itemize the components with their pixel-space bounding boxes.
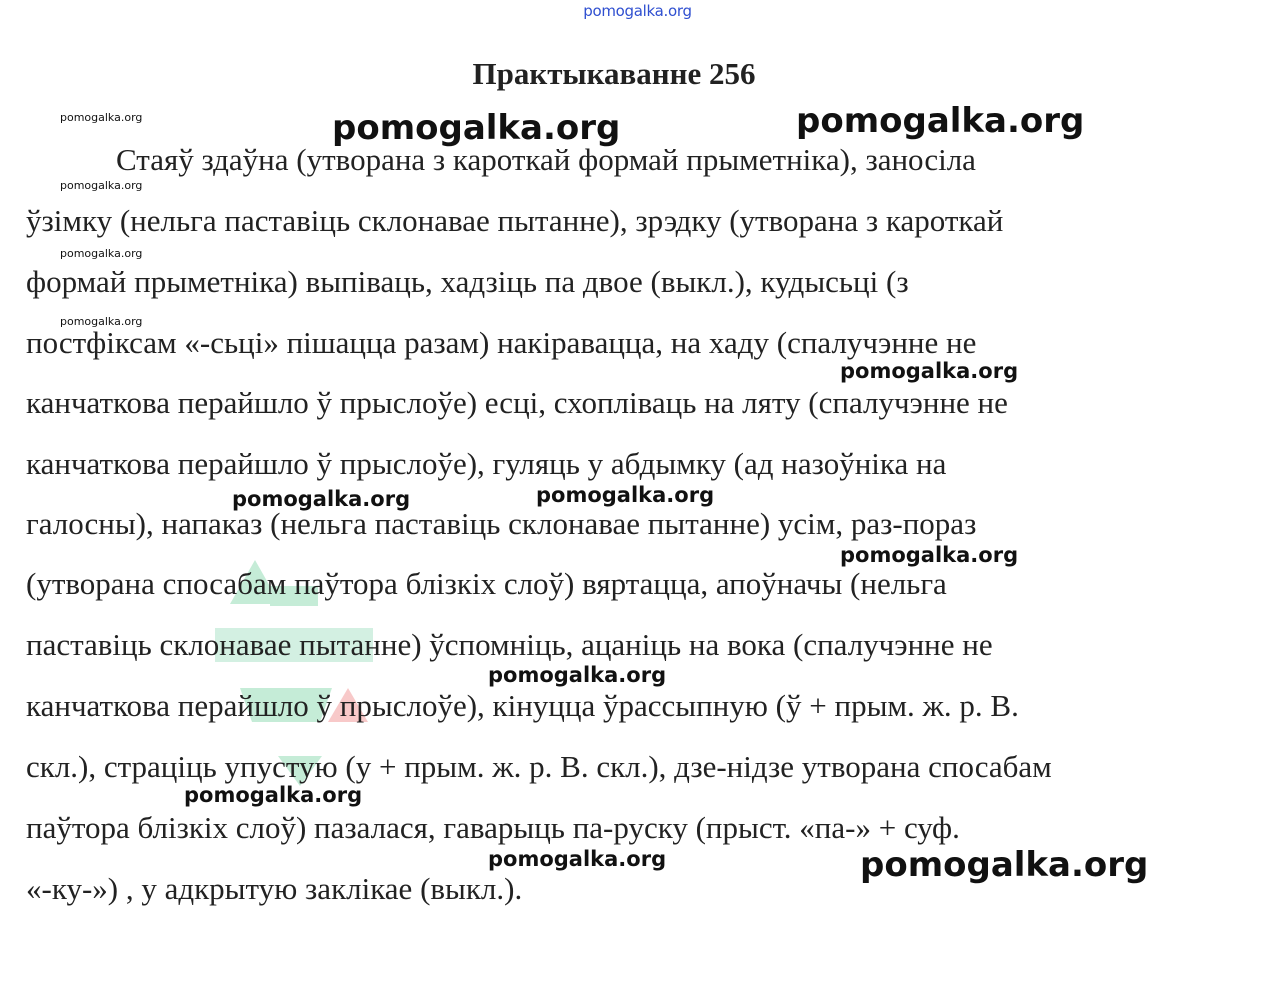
- watermark-medium: pomogalka.org: [840, 359, 1019, 383]
- text-line: скл.), страціць упустую (у + прым. ж. р. В. скл.), дзе-нідзе утворана спосабам: [26, 749, 1052, 784]
- text-line: Стаяў здаўна (утворана з кароткай формай прыметніка), заносіла: [116, 142, 976, 177]
- text-line: паставіць склонавае пытанне) ўспомніць, ацаніць на вока (спалучэнне не: [26, 627, 993, 662]
- watermark-small: pomogalka.org: [60, 247, 143, 260]
- text-line: галосны), напаказ (нельга паставіць склонавае пытанне) усім, раз-пораз: [26, 506, 977, 541]
- watermark-medium: pomogalka.org: [536, 483, 715, 507]
- watermark-small: pomogalka.org: [60, 179, 143, 192]
- text-line: (утворана спосабам паўтора блізкіх слоў) вяртацца, апоўначы (нельга: [26, 566, 947, 601]
- text-line: постфіксам «-сьці» пішацца разам) накіравацца, на хаду (спалучэнне не: [26, 325, 977, 360]
- watermark-medium: pomogalka.org: [840, 543, 1019, 567]
- page-title: Практыкаванне 256: [472, 56, 756, 91]
- text-line: паўтора блізкіх слоў) пазалася, гаварыць па-руску (прыст. «па-» + суф.: [26, 810, 960, 845]
- watermark-large: pomogalka.org: [332, 108, 621, 148]
- watermark-medium: pomogalka.org: [488, 663, 667, 687]
- text-line: ўзімку (нельга паставіць склонавае пытанне), зрэдку (утворана з кароткай: [26, 203, 1004, 238]
- watermark-small: pomogalka.org: [60, 315, 143, 328]
- text-line: «-ку-») , у адкрытую заклікае (выкл.).: [26, 871, 523, 906]
- site-link[interactable]: pomogalka.org: [583, 2, 692, 20]
- watermark-medium: pomogalka.org: [488, 847, 667, 871]
- watermark-medium: pomogalka.org: [232, 487, 411, 511]
- watermark-large: pomogalka.org: [796, 101, 1085, 141]
- text-line: канчаткова перайшло ў прыслоўе) есці, схопліваць на ляту (спалучэнне не: [26, 385, 1008, 420]
- text-line: канчаткова перайшло ў прыслоўе), кінуцца ўрассыпную (ў + прым. ж. р. В.: [26, 688, 1019, 723]
- watermark-medium: pomogalka.org: [184, 783, 363, 807]
- text-line: канчаткова перайшло ў прыслоўе), гуляць у абдымку (ад назоўніка на: [26, 446, 947, 481]
- watermark-small: pomogalka.org: [60, 111, 143, 124]
- watermark-large: pomogalka.org: [860, 845, 1149, 885]
- text-line: формай прыметніка) выпіваць, хадзіць па двое (выкл.), кудысьці (з: [26, 264, 909, 299]
